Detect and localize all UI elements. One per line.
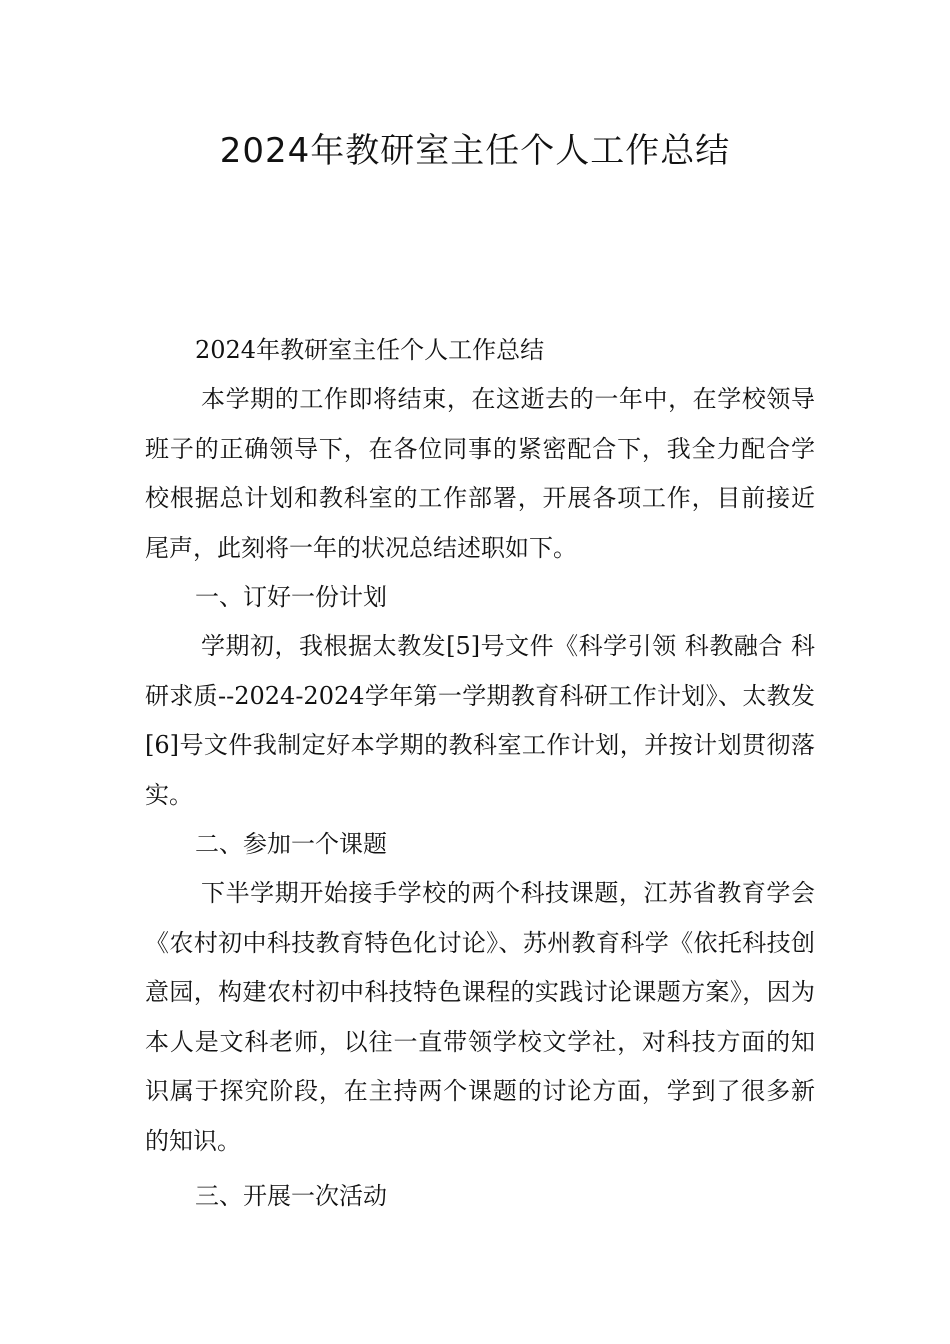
document-title: 2024年教研室主任个人工作总结 — [219, 131, 731, 171]
paragraph-section-2: 下半学期开始接手学校的两个科技课题，江苏省教育学会《农村初中科技教育特色化讨论》、苏州教育科学《依托科技创意园，构建农村初中科技特色课程的实践讨论课题方案》，因为本人是文科老师，以往一直带领学校文学社，对科技方面的知识属于探究阶段，在主持两个课题的讨论方面，学到了很多新的知识。 — [145, 879, 815, 1155]
section-heading-1: 一、订好一份计划 — [195, 583, 387, 612]
paragraph-section-1: 学期初，我根据太教发[5]号文件《科学引领 科教融合 科研求质--2024-2024学年第一学期教育科研工作计划》、太教发[6]号文件我制定好本学期的教科室工作计划，并按计划贯彻落实。 — [145, 632, 815, 809]
paragraph-intro: 本学期的工作即将结束，在这逝去的一年中，在学校领导班子的正确领导下，在各位同事的紧密配合下，我全力配合学校根据总计划和教科室的工作部署，开展各项工作，目前接近尾声，此刻将一年的状况总结述职如下。 — [145, 385, 815, 562]
section-heading-2: 二、参加一个课题 — [195, 830, 387, 859]
section-heading-3: 三、开展一次活动 — [195, 1181, 387, 1210]
body-subtitle: 2024年教研室主任个人工作总结 — [195, 336, 545, 364]
document-body — [145, 326, 815, 1221]
